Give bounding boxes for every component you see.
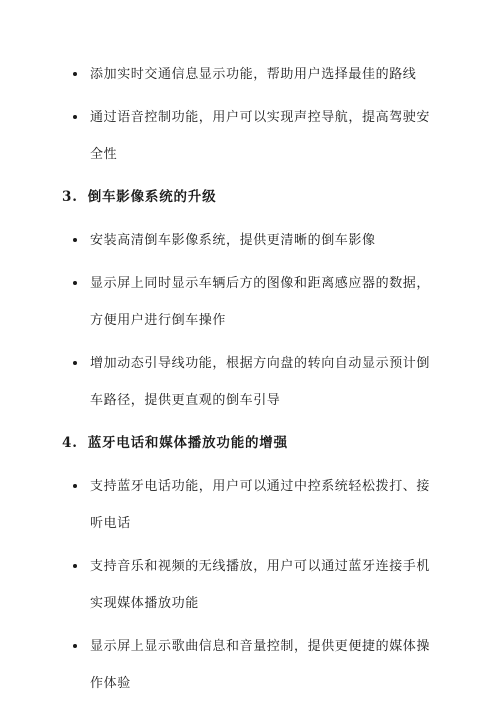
section-title: 蓝牙电话和媒体播放功能的增强 bbox=[87, 435, 288, 451]
list-item bbox=[62, 99, 438, 173]
bullet-item bbox=[62, 222, 438, 259]
bullet-dot-icon bbox=[73, 564, 77, 568]
section-heading bbox=[62, 179, 438, 216]
bullet-text: 增加动态引导线功能，根据方向盘的转向自动显示预计倒车路径，提供更直观的倒车引导 bbox=[90, 356, 431, 408]
bullet-dot-icon bbox=[73, 484, 77, 488]
bullet-text: 显示屏上显示歌曲信息和音量控制，提供更便捷的媒体操作体验 bbox=[90, 639, 431, 691]
bullet-item bbox=[62, 548, 438, 622]
list-item bbox=[62, 345, 438, 419]
bullet-item bbox=[62, 56, 438, 93]
list-item bbox=[62, 548, 438, 622]
list-item bbox=[62, 222, 438, 259]
section-heading bbox=[62, 425, 438, 462]
bullet-dot-icon bbox=[73, 281, 77, 285]
bullet-text: 支持音乐和视频的无线播放，用户可以通过蓝牙连接手机实现媒体播放功能 bbox=[90, 559, 431, 611]
bullet-item bbox=[62, 628, 438, 702]
bullet-text: 显示屏上同时显示车辆后方的图像和距离感应器的数据，方便用户进行倒车操作 bbox=[90, 276, 431, 328]
bullet-item bbox=[62, 265, 438, 339]
bullet-text: 支持蓝牙电话功能，用户可以通过中控系统轻松拨打、接听电话 bbox=[90, 479, 431, 531]
bullet-dot-icon bbox=[73, 72, 77, 76]
section-title: 倒车影像系统的升级 bbox=[87, 189, 217, 205]
list-item bbox=[62, 468, 438, 542]
bullet-item bbox=[62, 345, 438, 419]
bullet-text: 安装高清倒车影像系统，提供更清晰的倒车影像 bbox=[90, 233, 376, 248]
list-item bbox=[62, 628, 438, 702]
bullet-text: 通过语音控制功能，用户可以实现声控导航，提高驾驶安全性 bbox=[90, 110, 431, 162]
bullet-dot-icon bbox=[73, 644, 77, 648]
section-number: 3. bbox=[62, 189, 78, 205]
bullet-dot-icon bbox=[73, 238, 77, 242]
section-number: 4. bbox=[62, 435, 78, 451]
bullet-text: 添加实时交通信息显示功能，帮助用户选择最佳的路线 bbox=[90, 67, 417, 82]
bullet-dot-icon bbox=[73, 361, 77, 365]
list-item bbox=[62, 265, 438, 339]
bullet-item bbox=[62, 99, 438, 173]
bullet-item bbox=[62, 468, 438, 542]
list-item bbox=[62, 56, 438, 93]
bullet-dot-icon bbox=[73, 115, 77, 119]
